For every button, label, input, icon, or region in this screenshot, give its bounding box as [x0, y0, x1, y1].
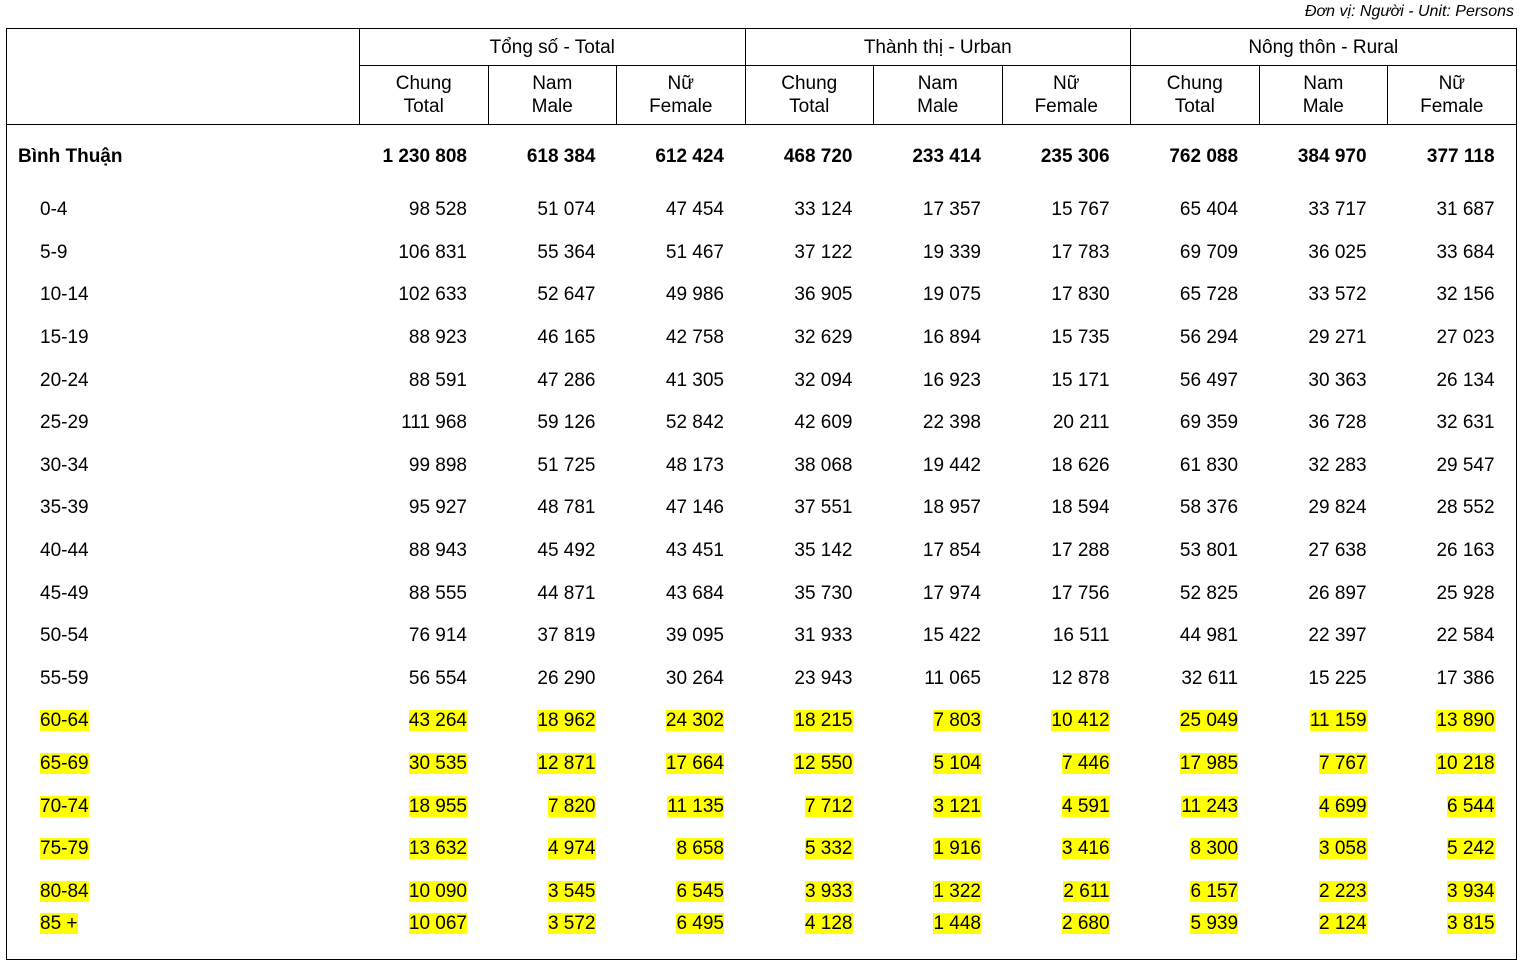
table-cell: 618 384: [526, 146, 596, 167]
table-cell: 31 933: [794, 625, 853, 647]
table-cell: 35 142: [794, 540, 853, 562]
table-row: [7, 785, 1517, 828]
table-cell: 762 088: [1169, 146, 1239, 167]
subheader-vi: Nữ: [1053, 73, 1080, 94]
group-header-rural: Nông thôn - Rural: [1131, 29, 1517, 66]
table-cell: 18 955: [408, 795, 467, 817]
table-cell: 32 094: [794, 369, 853, 391]
table-cell: 30 535: [408, 753, 467, 775]
subheader-vi: Nam: [532, 73, 573, 94]
table-cell: 5 104: [933, 753, 981, 775]
table-row: [7, 615, 1517, 658]
row-label: 40-44: [40, 540, 89, 562]
table-cell: 32 629: [794, 327, 853, 349]
table-cell: 3 416: [1061, 838, 1110, 860]
table-row: [7, 828, 1517, 871]
table-cell: 5 332: [804, 838, 853, 860]
table-cell: 26 163: [1436, 540, 1495, 562]
subheader-total: [1131, 66, 1260, 125]
table-cell: 27 023: [1436, 327, 1495, 349]
table-cell: 102 633: [398, 284, 467, 306]
table-cell: 55 364: [537, 241, 596, 263]
table-cell: 2 611: [1063, 880, 1110, 902]
row-label: 10-14: [40, 284, 89, 306]
table-cell: 30 264: [665, 667, 724, 689]
table-cell: 10 412: [1051, 710, 1110, 732]
table-cell: 32 631: [1436, 412, 1495, 434]
table-cell: 3 933: [804, 880, 853, 902]
unit-label: Đơn vị: Người - Unit: Persons: [1304, 3, 1514, 20]
table-cell: 28 552: [1436, 497, 1495, 519]
subheader-vi: Chung: [1166, 73, 1223, 94]
table-cell: 32 283: [1308, 454, 1367, 476]
table-cell: 69 359: [1179, 412, 1239, 434]
table-cell: 19 075: [922, 284, 981, 306]
subheader-en: Male: [1302, 96, 1344, 117]
subheader-en: Female: [649, 96, 713, 117]
table-cell: 12 871: [537, 753, 596, 775]
row-label: 25-29: [40, 412, 89, 434]
table-cell: 95 927: [408, 497, 467, 519]
table-cell: 58 376: [1179, 497, 1239, 519]
table-cell: 76 914: [408, 625, 467, 647]
table-cell: 12 878: [1051, 667, 1110, 689]
table-cell: 29 271: [1308, 327, 1367, 349]
row-label: 55-59: [40, 667, 89, 689]
table-cell: 377 118: [1426, 146, 1495, 167]
subheader-vi: Chung: [395, 73, 452, 94]
row-label: 15-19: [40, 327, 89, 349]
table-cell: 99 898: [408, 454, 467, 476]
table-cell: 13 890: [1436, 710, 1495, 732]
table-cell: 47 286: [537, 369, 596, 391]
table-cell: 26 897: [1308, 582, 1367, 604]
table-cell: 33 124: [794, 199, 853, 221]
row-label: 70-74: [40, 795, 89, 817]
table-cell: 106 831: [398, 241, 467, 263]
table-cell: 51 074: [537, 199, 596, 221]
table-cell: 11 243: [1181, 795, 1239, 817]
table-cell: 61 830: [1179, 454, 1239, 476]
table-cell: 8 658: [676, 838, 724, 860]
table-cell: 36 728: [1308, 412, 1367, 434]
table-cell: 2 223: [1318, 880, 1367, 902]
subheader-male: [1259, 66, 1388, 125]
table-cell: 29 824: [1308, 497, 1367, 519]
table-cell: 45 492: [537, 540, 596, 562]
table-cell: 22 584: [1436, 625, 1495, 647]
table-cell: 88 943: [408, 540, 467, 562]
table-cell: 20 211: [1052, 412, 1110, 434]
subheader-vi: Nam: [1303, 73, 1344, 94]
table-cell: 17 854: [922, 540, 981, 562]
table-cell: 53 801: [1179, 540, 1239, 562]
row-label: 20-24: [40, 369, 89, 391]
row-label: 60-64: [40, 710, 89, 732]
table-cell: 24 302: [665, 710, 724, 732]
table-cell: 17 985: [1179, 753, 1239, 775]
table-cell: 3 815: [1447, 913, 1495, 935]
table-cell: 468 720: [783, 146, 853, 167]
subheader-en: Total: [403, 96, 444, 117]
table-cell: 17 830: [1051, 284, 1110, 306]
row-label: 45-49: [40, 582, 89, 604]
table-cell: 32 611: [1181, 667, 1239, 689]
table-cell: 7 446: [1061, 753, 1110, 775]
table-body: [7, 125, 1517, 960]
table-cell: 29 547: [1436, 454, 1495, 476]
table-cell: 7 712: [804, 795, 853, 817]
table-cell: 88 591: [408, 369, 467, 391]
table-cell: 3 934: [1447, 880, 1495, 902]
table-cell: 8 300: [1190, 838, 1239, 860]
table-cell: 44 981: [1179, 625, 1239, 647]
table-cell: 11 159: [1309, 710, 1367, 732]
table-cell: 52 647: [537, 284, 596, 306]
table-cell: 88 923: [408, 327, 467, 349]
table-cell: 47 146: [665, 497, 724, 519]
table-row: [7, 317, 1517, 360]
table-cell: 37 122: [794, 241, 853, 263]
table-cell: 13 632: [408, 838, 467, 860]
row-label: 65-69: [40, 753, 89, 775]
table-cell: 42 758: [665, 327, 724, 349]
table-cell: 31 687: [1436, 199, 1495, 221]
row-label: Bình Thuận: [18, 146, 123, 167]
subheader-male: [874, 66, 1003, 125]
table-cell: 26 134: [1436, 369, 1495, 391]
table-cell: 612 424: [655, 146, 724, 167]
table-cell: 6 544: [1447, 795, 1495, 817]
stub-header: [7, 29, 360, 125]
table-cell: 42 609: [794, 412, 853, 434]
table-cell: 17 974: [922, 582, 981, 604]
table-cell: 32 156: [1436, 284, 1495, 306]
table-cell: 17 386: [1436, 667, 1495, 689]
table-cell: 36 025: [1308, 241, 1367, 263]
subheader-female: [1388, 66, 1517, 125]
table-cell: 10 067: [408, 913, 467, 935]
table-header: [7, 29, 1517, 125]
table-cell: 51 725: [537, 454, 596, 476]
table-cell: 17 664: [665, 753, 724, 775]
subheader-en: Female: [1420, 96, 1484, 117]
table-cell: 4 591: [1061, 795, 1110, 817]
table-cell: 56 554: [408, 667, 467, 689]
table-row: [7, 871, 1517, 914]
table-row: [7, 402, 1517, 445]
subheader-en: Total: [1174, 96, 1215, 117]
table-cell: 7 820: [547, 795, 596, 817]
table-cell: 1 916: [933, 838, 981, 860]
table-cell: 43 264: [408, 710, 467, 732]
table-cell: 235 306: [1040, 146, 1110, 167]
table-cell: 10 218: [1436, 753, 1495, 775]
table-cell: 37 819: [537, 625, 596, 647]
table-cell: 27 638: [1308, 540, 1367, 562]
row-label: 75-79: [40, 838, 89, 860]
table-cell: 44 871: [537, 582, 596, 604]
subheader-en: Male: [531, 96, 573, 117]
table-cell: 3 121: [933, 795, 981, 817]
subheader-vi: Nữ: [1438, 73, 1466, 94]
table-cell: 33 684: [1436, 241, 1495, 263]
table-row: [7, 530, 1517, 573]
table-cell: 56 294: [1179, 327, 1239, 349]
table-cell: 26 290: [537, 667, 596, 689]
table-cell: 15 171: [1051, 369, 1110, 391]
table-cell: 16 511: [1052, 625, 1110, 647]
table-row: [7, 359, 1517, 402]
table-cell: 7 803: [933, 710, 981, 732]
table-cell: 35 730: [794, 582, 853, 604]
table-row: [7, 700, 1517, 743]
row-label: 0-4: [40, 199, 68, 221]
table-row: [7, 913, 1517, 960]
table-cell: 17 783: [1051, 241, 1110, 263]
table-cell: 18 626: [1051, 454, 1110, 476]
table-row: [7, 274, 1517, 317]
table-cell: 17 288: [1051, 540, 1110, 562]
table-cell: 4 128: [804, 913, 853, 935]
table-cell: 3 572: [547, 913, 596, 935]
table-row: [7, 445, 1517, 488]
table-cell: 65 728: [1179, 284, 1239, 306]
table-cell: 6 495: [676, 913, 724, 935]
table-cell: 5 939: [1190, 913, 1239, 935]
row-label: 5-9: [40, 241, 68, 263]
table-cell: 15 422: [922, 625, 981, 647]
table-cell: 7 767: [1318, 753, 1367, 775]
table-cell: 38 068: [794, 454, 853, 476]
table-cell: 47 454: [665, 199, 724, 221]
table-cell: 52 825: [1179, 582, 1239, 604]
table-cell: 2 680: [1061, 913, 1110, 935]
table-row: [7, 572, 1517, 615]
table-cell: 18 962: [537, 710, 596, 732]
table-cell: 16 894: [922, 327, 981, 349]
table-cell: 65 404: [1179, 199, 1239, 221]
table-cell: 25 049: [1179, 710, 1239, 732]
table-cell: 4 699: [1318, 795, 1367, 817]
table-cell: 233 414: [912, 146, 981, 167]
table-cell: 12 550: [794, 753, 853, 775]
subheader-en: Female: [1034, 96, 1098, 117]
table-cell: 36 905: [794, 284, 853, 306]
table-cell: 22 397: [1308, 625, 1367, 647]
table-cell: 111 968: [401, 412, 467, 434]
table-cell: 48 173: [665, 454, 724, 476]
table-cell: 51 467: [665, 241, 724, 263]
table-cell: 43 684: [665, 582, 724, 604]
subheader-female: [617, 66, 746, 125]
group-header-total: Tổng số - Total: [360, 29, 746, 66]
subheader-vi: Nữ: [667, 73, 694, 94]
table-cell: 39 095: [665, 625, 724, 647]
subheader-total: [360, 66, 489, 125]
table-cell: 384 970: [1297, 146, 1367, 167]
table-cell: 88 555: [408, 582, 467, 604]
table-row: [7, 189, 1517, 232]
row-label: 50-54: [40, 625, 89, 647]
table-cell: 1 448: [933, 913, 981, 935]
table-cell: 5 242: [1447, 838, 1495, 860]
table-cell: 3 545: [547, 880, 596, 902]
table-cell: 33 572: [1308, 284, 1367, 306]
table-cell: 98 528: [408, 199, 467, 221]
row-label: 80-84: [40, 880, 89, 902]
table-cell: 69 709: [1179, 241, 1239, 263]
table-cell: 15 225: [1308, 667, 1367, 689]
table-cell: 30 363: [1308, 369, 1367, 391]
table-cell: 6 545: [676, 880, 724, 902]
table-cell: 17 357: [922, 199, 981, 221]
table-cell: 49 986: [665, 284, 724, 306]
table-cell: 10 090: [408, 880, 467, 902]
table-cell: 3 058: [1318, 838, 1367, 860]
table-cell: 18 594: [1051, 497, 1110, 519]
row-label: 85 +: [40, 913, 78, 935]
table-cell: 18 957: [922, 497, 981, 519]
table-cell: 41 305: [665, 369, 724, 391]
table-cell: 59 126: [537, 412, 596, 434]
table-cell: 23 943: [794, 667, 853, 689]
table-cell: 19 339: [922, 241, 981, 263]
table-cell: 46 165: [537, 327, 596, 349]
table-cell: 11 065: [924, 667, 981, 689]
table-row: [7, 743, 1517, 786]
subheader-female: [1002, 66, 1131, 125]
table-cell: 16 923: [922, 369, 981, 391]
total-row: [7, 125, 1517, 190]
table-cell: 17 756: [1051, 582, 1110, 604]
table-cell: 18 215: [794, 710, 853, 732]
table-cell: 33 717: [1308, 199, 1367, 221]
subheader-en: Total: [789, 96, 830, 117]
table-row: [7, 487, 1517, 530]
table-cell: 6 157: [1190, 880, 1239, 902]
table-cell: 37 551: [794, 497, 853, 519]
subheader-en: Male: [917, 96, 959, 117]
table-cell: 1 230 808: [382, 146, 467, 167]
table-cell: 19 442: [922, 454, 981, 476]
table-cell: 56 497: [1179, 369, 1239, 391]
table-cell: 1 322: [933, 880, 981, 902]
subheader-male: [488, 66, 617, 125]
table-cell: 22 398: [922, 412, 981, 434]
table-cell: 15 735: [1051, 327, 1110, 349]
table-cell: 11 135: [667, 795, 724, 817]
table-cell: 25 928: [1436, 582, 1495, 604]
table-cell: 4 974: [547, 838, 596, 860]
table-cell: 52 842: [665, 412, 724, 434]
subheader-vi: Chung: [781, 73, 838, 94]
table-cell: 15 767: [1051, 199, 1110, 221]
table-row: [7, 658, 1517, 701]
subheader-total: [745, 66, 874, 125]
table-cell: 43 451: [665, 540, 724, 562]
group-header-urban: Thành thị - Urban: [745, 29, 1131, 66]
table-cell: 2 124: [1318, 913, 1367, 935]
population-table: [6, 28, 1517, 960]
table-row: [7, 232, 1517, 275]
row-label: 30-34: [40, 454, 89, 476]
row-label: 35-39: [40, 497, 89, 519]
table-cell: 48 781: [537, 497, 596, 519]
subheader-vi: Nam: [917, 73, 958, 94]
